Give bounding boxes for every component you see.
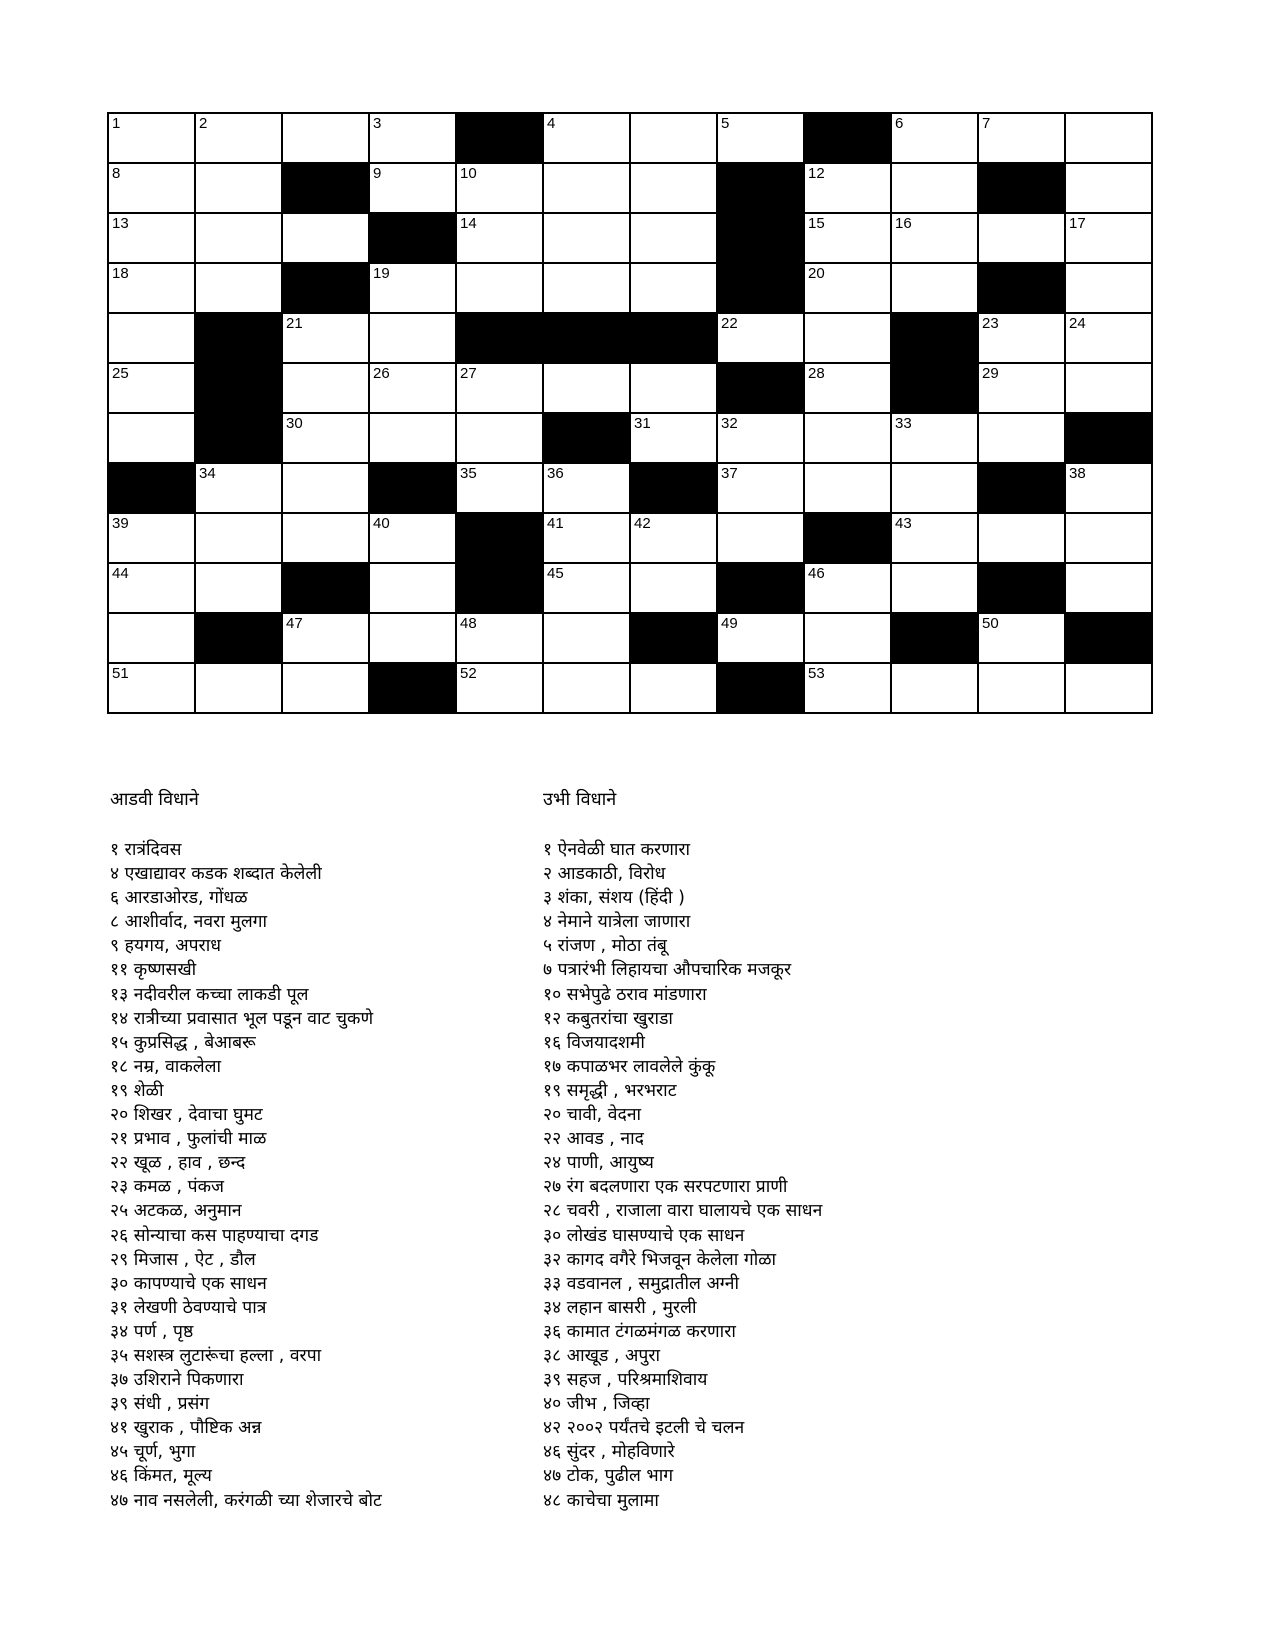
grid-cell-black [718, 164, 805, 214]
down-clue: ३ शंका, संशय (हिंदी ) [543, 888, 685, 909]
grid-cell[interactable] [805, 614, 892, 664]
grid-cell[interactable] [370, 264, 457, 314]
across-clue: २१ प्रभाव , फुलांची माळ [110, 1129, 267, 1150]
across-clue: ३४ पर्ण , पृष्ठ [110, 1321, 194, 1342]
cell-number: 4 [547, 115, 556, 132]
grid-cell[interactable] [805, 464, 892, 514]
across-clue: २३ कमळ , पंकज [110, 1177, 225, 1198]
down-clue: ४६ सुंदर , मोहविणारे [543, 1442, 675, 1463]
cell-number: 33 [895, 415, 912, 432]
grid-cell[interactable] [1066, 464, 1153, 514]
grid-cell[interactable] [196, 664, 283, 714]
down-clue: ३९ सहज , परिश्रमाशिवाय [543, 1370, 708, 1391]
cell-number: 13 [112, 215, 129, 232]
down-clue: ३६ कामात टंगळमंगळ करणारा [543, 1321, 736, 1342]
grid-cell[interactable] [283, 364, 370, 414]
grid-cell[interactable] [283, 614, 370, 664]
grid-cell-black [718, 214, 805, 264]
grid-cell-black [283, 164, 370, 214]
down-clue: ३३ वडवानल , समुद्रातील अग्नी [543, 1273, 739, 1294]
grid-cell[interactable] [1066, 564, 1153, 614]
grid-cell-black [892, 364, 979, 414]
cell-number: 44 [112, 565, 129, 582]
grid-cell[interactable] [544, 464, 631, 514]
across-clue: ३१ लेखणी ठेवण्याचे पात्र [110, 1297, 267, 1318]
grid-cell[interactable] [631, 264, 718, 314]
grid-cell[interactable] [718, 614, 805, 664]
cell-number: 49 [721, 615, 738, 632]
across-clue: १५ कुप्रसिद्ध , बेआबरू [110, 1032, 256, 1053]
grid-cell[interactable] [1066, 114, 1153, 164]
cell-number: 46 [808, 565, 825, 582]
grid-cell-black [544, 414, 631, 464]
across-clue: ३९ संधी , प्रसंग [110, 1394, 210, 1415]
grid-cell[interactable] [283, 514, 370, 564]
grid-cell[interactable] [283, 414, 370, 464]
cell-number: 28 [808, 365, 825, 382]
down-clue: १७ कपाळभर लावलेले कुंकू [543, 1056, 716, 1077]
grid-cell[interactable] [283, 664, 370, 714]
grid-cell[interactable] [196, 564, 283, 614]
cell-number: 12 [808, 165, 825, 182]
grid-cell[interactable] [283, 214, 370, 264]
grid-cell-black [196, 414, 283, 464]
cell-number: 2 [199, 115, 208, 132]
down-clue: २० चावी, वेदना [543, 1105, 642, 1126]
cell-number: 15 [808, 215, 825, 232]
grid-cell[interactable] [805, 264, 892, 314]
grid-cell-black [283, 564, 370, 614]
grid-cell[interactable] [805, 664, 892, 714]
grid-cell-black [979, 464, 1066, 514]
grid-cell[interactable] [109, 414, 196, 464]
grid-cell-black [370, 464, 457, 514]
across-clue: १३ नदीवरील कच्चा लाकडी पूल [110, 984, 309, 1005]
across-clue: १९ शेळी [110, 1080, 164, 1101]
grid-cell[interactable] [283, 314, 370, 364]
grid-cell-black [1066, 614, 1153, 664]
cell-number: 6 [895, 115, 904, 132]
grid-cell[interactable] [283, 464, 370, 514]
across-clues-title: आडवी विधाने [110, 789, 199, 810]
grid-cell[interactable] [631, 364, 718, 414]
down-clue: १६ विजयादशमी [543, 1032, 645, 1053]
grid-cell[interactable] [544, 664, 631, 714]
cell-number: 31 [634, 415, 651, 432]
across-clue: २२ खूळ , हाव , छन्द [110, 1153, 246, 1174]
grid-cell[interactable] [805, 314, 892, 364]
down-clue: २ आडकाठी, विरोध [543, 864, 666, 885]
grid-cell[interactable] [544, 564, 631, 614]
grid-cell[interactable] [631, 114, 718, 164]
cell-number: 27 [460, 365, 477, 382]
grid-cell[interactable] [631, 164, 718, 214]
across-clue: १ रात्रंदिवस [110, 840, 182, 860]
grid-cell[interactable] [196, 464, 283, 514]
cell-number: 5 [721, 115, 730, 132]
crossword-grid [107, 112, 1153, 714]
across-clue: ११ कृष्णसखी [110, 960, 197, 981]
cell-number: 34 [199, 465, 216, 482]
grid-cell[interactable] [370, 114, 457, 164]
grid-cell[interactable] [457, 464, 544, 514]
grid-cell[interactable] [892, 664, 979, 714]
grid-cell[interactable] [1066, 264, 1153, 314]
down-clue: १ ऐनवेळी घात करणारा [543, 840, 691, 860]
grid-cell[interactable] [805, 214, 892, 264]
grid-cell[interactable] [457, 414, 544, 464]
cell-number: 10 [460, 165, 477, 182]
grid-cell[interactable] [109, 114, 196, 164]
grid-cell[interactable] [979, 514, 1066, 564]
grid-cell-black [892, 614, 979, 664]
cell-number: 52 [460, 665, 477, 682]
cell-number: 35 [460, 465, 477, 482]
grid-cell[interactable] [544, 114, 631, 164]
cell-number: 47 [286, 615, 303, 632]
cell-number: 48 [460, 615, 477, 632]
cell-number: 41 [547, 515, 564, 532]
cell-number: 37 [721, 465, 738, 482]
cell-number: 45 [547, 565, 564, 582]
grid-cell[interactable] [631, 514, 718, 564]
grid-cell[interactable] [892, 514, 979, 564]
grid-cell[interactable] [370, 614, 457, 664]
down-clue: १० सभेपुढे ठराव मांडणारा [543, 984, 707, 1005]
grid-cell[interactable] [979, 614, 1066, 664]
cell-number: 26 [373, 365, 390, 382]
grid-cell[interactable] [1066, 664, 1153, 714]
down-clue: ५ रांजण , मोठा तंबू [543, 936, 667, 957]
down-clue: ४७ टोक, पुढील भाग [543, 1466, 674, 1487]
down-clue: २२ आवड , नाद [543, 1129, 644, 1150]
grid-cell-black [979, 164, 1066, 214]
grid-cell[interactable] [805, 564, 892, 614]
grid-cell[interactable] [892, 164, 979, 214]
cell-number: 38 [1069, 465, 1086, 482]
grid-cell[interactable] [979, 114, 1066, 164]
cell-number: 23 [982, 315, 999, 332]
down-clue: ४ नेमाने यात्रेला जाणारा [543, 912, 691, 933]
grid-cell[interactable] [109, 564, 196, 614]
grid-cell[interactable] [283, 114, 370, 164]
grid-cell-black [457, 564, 544, 614]
grid-cell[interactable] [457, 664, 544, 714]
grid-cell[interactable] [805, 414, 892, 464]
grid-cell-black [631, 314, 718, 364]
grid-cell-black [892, 314, 979, 364]
cell-number: 21 [286, 315, 303, 332]
grid-cell[interactable] [109, 364, 196, 414]
grid-cell-black [718, 264, 805, 314]
cell-number: 43 [895, 515, 912, 532]
across-clue: २० शिखर , देवाचा घुमट [110, 1105, 263, 1126]
grid-cell[interactable] [370, 414, 457, 464]
across-clue: १८ नम्र, वाकलेला [110, 1056, 222, 1077]
grid-cell[interactable] [196, 514, 283, 564]
down-clue: २८ चवरी , राजाला वारा घालायचे एक साधन [543, 1201, 823, 1222]
grid-cell[interactable] [892, 214, 979, 264]
grid-cell[interactable] [544, 214, 631, 264]
grid-cell[interactable] [631, 564, 718, 614]
grid-cell[interactable] [718, 114, 805, 164]
grid-cell[interactable] [109, 214, 196, 264]
grid-cell[interactable] [718, 514, 805, 564]
grid-cell[interactable] [457, 164, 544, 214]
cell-number: 25 [112, 365, 129, 382]
across-clue: ४६ किंमत, मूल्य [110, 1466, 212, 1487]
grid-cell[interactable] [544, 164, 631, 214]
down-clue: १९ समृद्धी , भरभराट [543, 1080, 677, 1101]
grid-cell[interactable] [109, 664, 196, 714]
grid-cell-black [457, 114, 544, 164]
grid-cell-black [805, 114, 892, 164]
grid-cell[interactable] [370, 564, 457, 614]
grid-cell[interactable] [457, 614, 544, 664]
grid-cell[interactable] [109, 164, 196, 214]
grid-cell-black [631, 614, 718, 664]
grid-cell[interactable] [370, 514, 457, 564]
cell-number: 32 [721, 415, 738, 432]
grid-cell-black [979, 564, 1066, 614]
grid-cell-black [718, 564, 805, 614]
across-clue: १४ रात्रीच्या प्रवासात भूल पडून वाट चुकणे [110, 1008, 374, 1029]
across-clue: २५ अटकळ, अनुमान [110, 1201, 242, 1222]
down-clue: ३८ आखूड , अपुरा [543, 1345, 661, 1366]
grid-cell[interactable] [979, 214, 1066, 264]
grid-cell[interactable] [457, 264, 544, 314]
down-clue: २४ पाणी, आयुष्य [543, 1153, 654, 1174]
grid-cell[interactable] [1066, 364, 1153, 414]
down-clue: ४८ काचेचा मुलामा [543, 1490, 659, 1511]
cell-number: 14 [460, 215, 477, 232]
grid-cell-black [544, 314, 631, 364]
cell-number: 42 [634, 515, 651, 532]
grid-cell[interactable] [892, 414, 979, 464]
grid-cell-black [370, 214, 457, 264]
grid-cell[interactable] [1066, 164, 1153, 214]
cell-number: 18 [112, 265, 129, 282]
grid-cell-black [805, 514, 892, 564]
grid-cell[interactable] [1066, 214, 1153, 264]
down-clue: ३४ लहान बासरी , मुरली [543, 1297, 697, 1318]
down-clue: ७ पत्रारंभी लिहायचा औपचारिक मजकूर [543, 960, 792, 981]
cell-number: 19 [373, 265, 390, 282]
down-clue: ४२ २००२ पर्यंतचे इटली चे चलन [543, 1418, 745, 1439]
down-clue: ३० लोखंड घासण्याचे एक साधन [543, 1225, 745, 1246]
cell-number: 51 [112, 665, 129, 682]
cell-number: 17 [1069, 215, 1086, 232]
grid-cell[interactable] [631, 664, 718, 714]
across-clue: ६ आरडाओरड, गोंधळ [110, 888, 248, 909]
across-clue: ३७ उशिराने पिकणारा [110, 1370, 244, 1391]
grid-cell[interactable] [979, 364, 1066, 414]
grid-cell[interactable] [631, 214, 718, 264]
grid-cell-black [196, 364, 283, 414]
cell-number: 22 [721, 315, 738, 332]
grid-cell[interactable] [370, 164, 457, 214]
cell-number: 53 [808, 665, 825, 682]
grid-cell[interactable] [979, 314, 1066, 364]
grid-cell[interactable] [979, 664, 1066, 714]
grid-cell[interactable] [457, 364, 544, 414]
grid-cell[interactable] [109, 514, 196, 564]
across-clue: ४७ नाव नसलेली, करंगळी च्या शेजारचे बोट [110, 1490, 382, 1511]
across-clue: ३० कापण्याचे एक साधन [110, 1273, 267, 1294]
cell-number: 40 [373, 515, 390, 532]
cell-number: 16 [895, 215, 912, 232]
grid-cell[interactable] [1066, 314, 1153, 364]
grid-cell[interactable] [805, 164, 892, 214]
down-clue: ४० जीभ , जिव्हा [543, 1394, 650, 1415]
grid-cell[interactable] [457, 214, 544, 264]
cell-number: 1 [112, 115, 121, 132]
across-clue: २६ सोन्याचा कस पाहण्याचा दगड [110, 1225, 319, 1246]
cell-number: 39 [112, 515, 129, 532]
cell-number: 50 [982, 615, 999, 632]
down-clue-list [543, 838, 963, 1513]
grid-cell[interactable] [196, 214, 283, 264]
grid-cell[interactable] [892, 264, 979, 314]
grid-cell[interactable] [544, 364, 631, 414]
grid-cell-black [196, 314, 283, 364]
grid-cell-black [979, 264, 1066, 314]
grid-cell[interactable] [109, 264, 196, 314]
grid-cell-black [457, 514, 544, 564]
grid-cell-black [718, 364, 805, 414]
across-clues-section [110, 788, 530, 1513]
grid-cell[interactable] [109, 614, 196, 664]
grid-cell-black [283, 264, 370, 314]
grid-cell[interactable] [892, 114, 979, 164]
grid-cell[interactable] [805, 364, 892, 414]
grid-cell-black [718, 664, 805, 714]
grid-cell[interactable] [544, 264, 631, 314]
cell-number: 8 [112, 165, 121, 182]
cell-number: 30 [286, 415, 303, 432]
grid-cell[interactable] [109, 314, 196, 364]
cell-number: 36 [547, 465, 564, 482]
across-clue: ४१ खुराक , पौष्टिक अन्न [110, 1418, 262, 1439]
grid-cell[interactable] [979, 414, 1066, 464]
down-clue: १२ कबुतरांचा खुराडा [543, 1008, 673, 1029]
grid-cell-black [109, 464, 196, 514]
across-clue: ४ एखाद्यावर कडक शब्दात केलेली [110, 864, 322, 885]
cell-number: 7 [982, 115, 991, 132]
grid-cell[interactable] [631, 414, 718, 464]
grid-cell-black [631, 464, 718, 514]
grid-cell[interactable] [196, 164, 283, 214]
grid-cell-black [1066, 414, 1153, 464]
grid-cell[interactable] [544, 614, 631, 664]
cell-number: 3 [373, 115, 382, 132]
grid-cell[interactable] [544, 514, 631, 564]
grid-cell[interactable] [370, 314, 457, 364]
across-clue: ८ आशीर्वाद, नवरा मुलगा [110, 912, 268, 933]
down-clue: २७ रंग बदलणारा एक सरपटणारा प्राणी [543, 1177, 788, 1198]
grid-cell-black [457, 314, 544, 364]
cell-number: 9 [373, 165, 382, 182]
grid-cell[interactable] [718, 314, 805, 364]
across-clue: ९ हयगय, अपराध [110, 936, 221, 957]
cell-number: 29 [982, 365, 999, 382]
grid-cell[interactable] [1066, 514, 1153, 564]
across-clue-list [110, 838, 530, 1513]
grid-cell[interactable] [196, 114, 283, 164]
across-clue: ३५ सशस्त्र लुटारूंचा हल्ला , वरपा [110, 1345, 322, 1366]
grid-cell[interactable] [718, 414, 805, 464]
grid-cell[interactable] [892, 564, 979, 614]
cell-number: 20 [808, 265, 825, 282]
grid-cell[interactable] [718, 464, 805, 514]
across-clue: ४५ चूर्ण, भुगा [110, 1442, 196, 1463]
grid-cell[interactable] [370, 364, 457, 414]
grid-cell[interactable] [196, 264, 283, 314]
cell-number: 24 [1069, 315, 1086, 332]
down-clues-section [543, 788, 963, 1513]
down-clues-title: उभी विधाने [543, 789, 617, 810]
across-clue: २९ मिजास , ऐट , डौल [110, 1249, 256, 1270]
grid-cell[interactable] [892, 464, 979, 514]
grid-cell-black [370, 664, 457, 714]
down-clue: ३२ कागद वगैरे भिजवून केलेला गोळा [543, 1249, 777, 1270]
grid-cell-black [196, 614, 283, 664]
